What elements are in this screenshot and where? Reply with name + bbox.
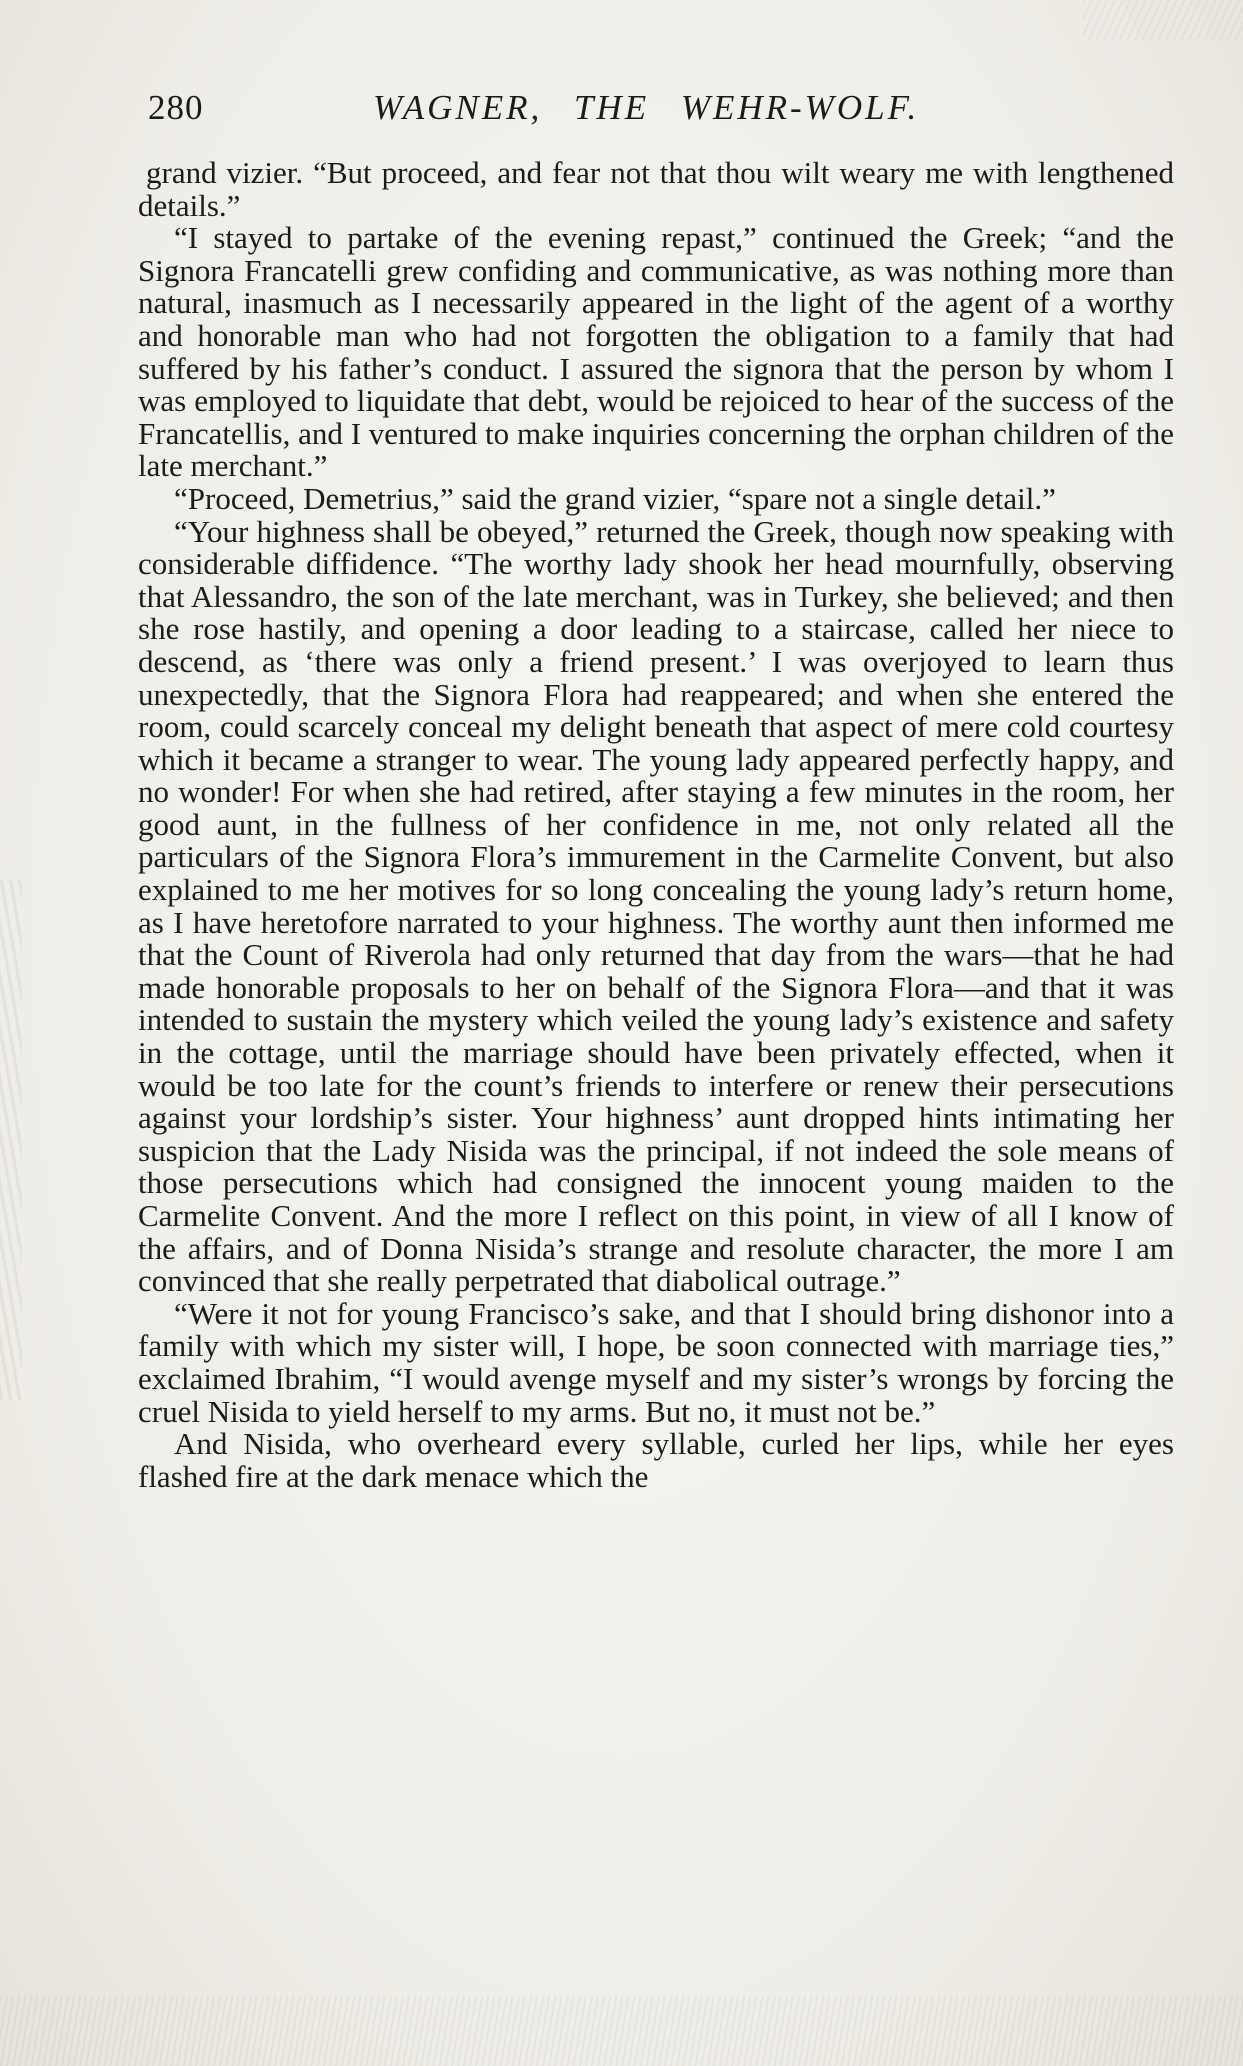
running-title: WAGNER, THE WEHR-WOLF. — [373, 88, 920, 127]
body-text — [138, 157, 1174, 1493]
page-number: 280 — [148, 88, 204, 127]
paragraph: “Your highness shall be obeyed,” returned the Greek, though now speaking with considerable diffidence. “The worthy lady shook her head mournfully, observing that Alessandro, the son of the late merchant, was in Turkey, she believed; and then she rose hastily, and opening a door leading to a staircase, called her niece to descend, as ‘there was only a friend present.’ I was overjoyed to learn thus unexpectedly, that the Signora Flora had reappeared; and when she entered the room, could scarcely conceal my delight beneath that aspect of mere cold courtesy which it became a stranger to wear. The young lady appeared perfectly happy, and no wonder! For when she had retired, after staying a few minutes in the room, her good aunt, in the fullness of her confidence in me, not only related all the particulars of the Signora Flora’s immurement in the Carmelite Convent, but also explained to me her motives for so long concealing the young lady’s return home, as I have heretofore narrated to your highness. The worthy aunt then informed me that the Count of Riverola had only returned that day from the wars—that he had made honorable proposals to her on behalf of the Signora Flora—and that it was intended to sustain the mystery which veiled the young lady’s existence and safety in the cottage, until the marriage should have been privately effected, when it would be too late for the count’s friends to interfere or renew their persecutions against your lordship’s sister. Your highness’ aunt dropped hints intimating her suspicion that the Lady Nisida was the principal, if not indeed the sole means of those persecutions which had consigned the innocent young maiden to the Carmelite Convent. And the more I reflect on this point, in view of all I know of the affairs, and of Donna Nisida’s strange and resolute character, the more I am convinced that she really perpetrated that diabolical outrage.” — [138, 513, 1174, 1299]
paragraph: “Proceed, Demetrius,” said the grand vizier, “spare not a single detail.” — [174, 480, 1056, 516]
scan-speckle-top — [1083, 0, 1243, 40]
paragraph: “I stayed to partake of the evening repast,” continued the Greek; “and the Signora Francatelli grew confiding and communicative, as was nothing more than natural, inasmuch as I necessarily appeared in the light of the agent of a worthy and honorable man who had not forgotten the obligation to a family that had suffered by his father’s conduct. I assured the signora that the person by whom I was employed to liquidate that debt, would be rejoiced to hear of the success of the Francatellis, and I ventured to make inquiries concerning the orphan children of the late merchant.” — [138, 220, 1174, 484]
scan-speckle-left — [0, 880, 22, 1400]
paragraph: “Were it not for young Francisco’s sake, and that I should bring dishonor into a family with which my sister will, I hope, be soon connected with marriage ties,” exclaimed Ibrahim, “I would avenge myself and my sister’s wrongs by forcing the cruel Nisida to yield herself to my arms. But no, it must not be.” — [138, 1295, 1174, 1429]
scan-speckle-bottom — [0, 1996, 1243, 2066]
page-header — [148, 88, 1178, 138]
paragraph: grand vizier. “But proceed, and fear not that thou wilt weary me with lengthened details.” — [138, 155, 1174, 223]
paragraph: And Nisida, who overheard every syllable, curled her lips, while her eyes flashed fire at the dark menace which the — [138, 1426, 1174, 1494]
